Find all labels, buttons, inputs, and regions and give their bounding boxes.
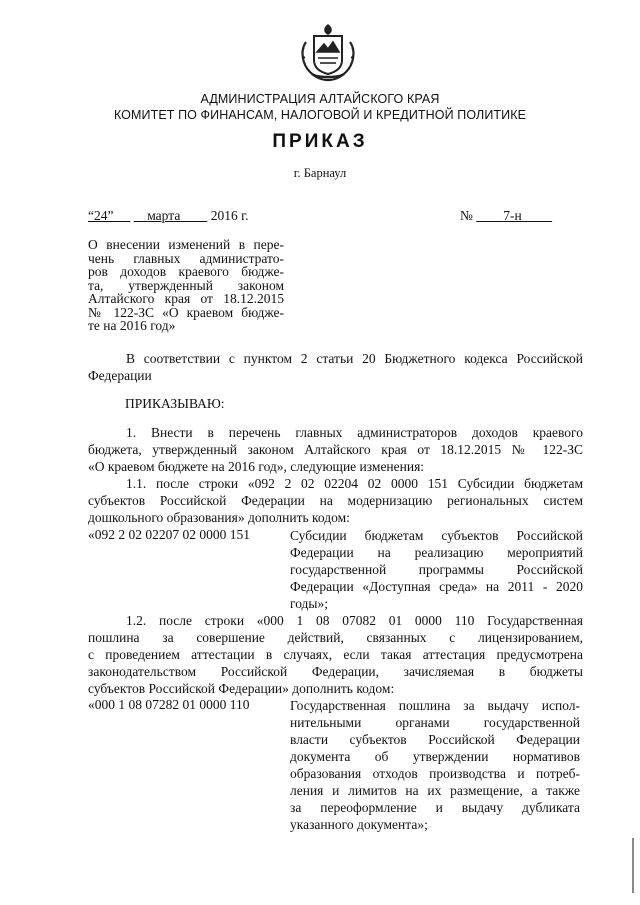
- item-line: субъектов Российской Федерации на модернизацию региональных систем: [88, 493, 583, 508]
- order-day: “24”: [88, 208, 114, 223]
- desc-line: Субсидии бюджетам субъектов Российской: [290, 528, 583, 543]
- preamble-line: В соответствии с пунктом 2 статьи 20 Бюджетного кодекса Российской: [126, 351, 583, 366]
- item-line: 1.1. после строки «092 2 02 02204 02 0000 151 Субсидии бюджетам: [126, 476, 583, 491]
- item-line: законодательством Российской Федерации, зачисляемая в бюджеты: [88, 664, 583, 679]
- item-line: субъектов Российской Федерации» дополнить кодом:: [88, 681, 395, 696]
- order-month: марта: [147, 208, 181, 223]
- item-line: 1. Внести в перечень главных администраторов доходов краевого: [126, 425, 583, 440]
- order-word: ПРИКАЗЫВАЮ:: [125, 396, 225, 411]
- desc-line: указанного документа»;: [290, 817, 428, 832]
- desc-line: за переоформление и выдачу дубликата: [290, 800, 580, 815]
- item-line: дошкольного образования» дополнить кодом:: [88, 510, 350, 525]
- item-1-2: [88, 612, 583, 697]
- budget-code-1-description: [290, 527, 583, 612]
- coat-of-arms-icon: [298, 22, 358, 84]
- order-number: [460, 208, 552, 224]
- desc-line: документа об утверждении нормативов: [290, 749, 580, 764]
- desc-line: государственной программы Российской: [290, 562, 583, 577]
- subject-line: та, утвержденный законом: [88, 277, 284, 293]
- preamble: [88, 350, 583, 384]
- scan-edge-mark: [632, 838, 634, 893]
- item-line: бюджета, утвержденный законом Алтайского края от 18.12.2015 № 122-ЗС: [88, 442, 583, 457]
- item-1: [88, 424, 583, 526]
- subject-line: О внесении изменений в пере-: [88, 237, 284, 252]
- subject-line: Алтайского края от 18.12.2015: [88, 291, 284, 306]
- preamble-line: Федерации: [88, 368, 152, 383]
- item-line: с проведением аттестации в случаях, если такая аттестация предусмотрена: [88, 647, 583, 662]
- document-type: ПРИКАЗ: [272, 131, 368, 152]
- administration-title: АДМИНИСТРАЦИЯ АЛТАЙСКОГО КРАЯ: [200, 92, 440, 106]
- committee-title: КОМИТЕТ ПО ФИНАНСАМ, НАЛОГОВОЙ И КРЕДИТНОЙ ПОЛИТИКЕ: [113, 108, 527, 122]
- item-line: «О краевом бюджете на 2016 год», следующие изменения:: [88, 459, 425, 474]
- city-label: г. Барнаул: [293, 166, 347, 180]
- desc-line: образования отходов производства и потреб-: [290, 766, 580, 781]
- desc-line: Федерации на реализацию мероприятий: [290, 545, 583, 560]
- subject-line: ров доходов краевого бюдже-: [88, 264, 284, 279]
- desc-line: ления и лимитов на их размещение, а также: [290, 783, 580, 798]
- subject-line: те на 2016 год»: [88, 318, 176, 333]
- order-date: [88, 208, 248, 224]
- order-year: 2016 г.: [210, 208, 249, 223]
- number-label: №: [460, 208, 473, 223]
- desc-line: годы»;: [290, 596, 329, 611]
- subject-line: чень главных администрато-: [88, 250, 284, 266]
- subject-line: № 122-ЗС «О краевом бюдже-: [88, 304, 284, 320]
- budget-code-1: «092 2 02 02207 02 0000 151: [88, 527, 250, 542]
- desc-line: нительными органами государственной: [290, 715, 580, 730]
- item-line: 1.2. после строки «000 1 08 07082 01 0000 110 Государственная: [126, 613, 583, 628]
- order-subject: [88, 238, 284, 333]
- budget-code-2-description: [290, 697, 580, 833]
- item-line: пошлина за совершение действий, связанных с лицензированием,: [88, 630, 583, 645]
- desc-line: власти субъектов Российской Федерации: [290, 732, 580, 747]
- desc-line: Государственная пошлина за выдачу испол-: [290, 698, 580, 713]
- budget-code-2: «000 1 08 07282 01 0000 110: [88, 697, 250, 712]
- number-value: 7-н: [503, 208, 522, 223]
- desc-line: Федерации «Доступная среда» на 2011 - 2020: [290, 579, 583, 594]
